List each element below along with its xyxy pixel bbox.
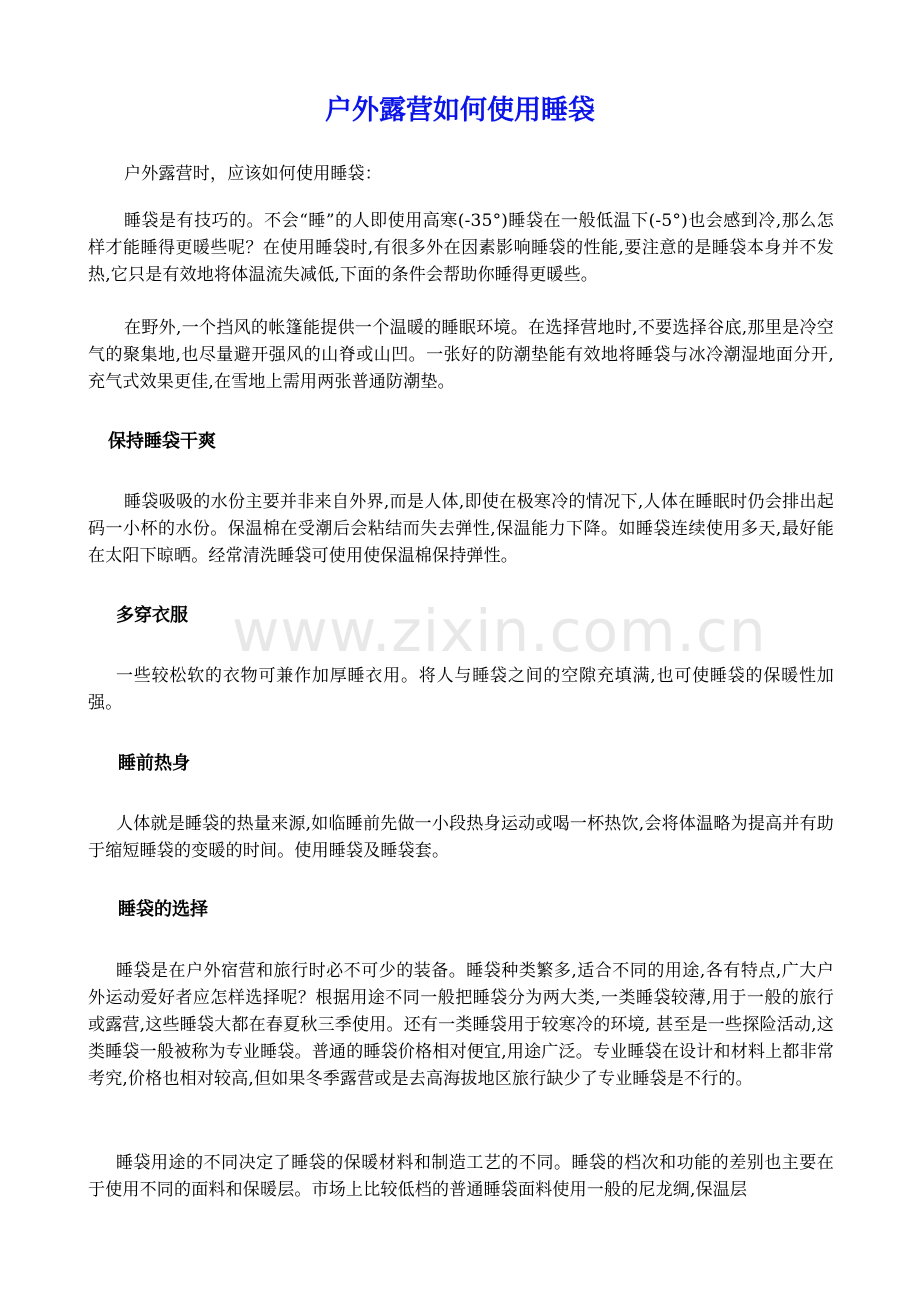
paragraph-wear-more: 一些较松软的衣物可兼作加厚睡衣用。将人与睡袋之间的空隙充填满,也可使睡袋的保暖性加强。 <box>88 666 834 713</box>
watermark: www.zixin.com.cn <box>232 597 767 665</box>
paragraph-sleeping-bag-skill: 睡袋是有技巧的。不会“睡”的人即使用高寒(-35°)睡袋在一般低温下(-5°)也会感到冷,那么怎样才能睡得更暖些呢？在使用睡袋时,有很多外在因素影响睡袋的性能,要注意的是睡袋本身并不发热,它只是有效地将体温流失减低,下面的条件会帮助你睡得更暖些。 <box>88 211 834 285</box>
paragraph-materials: 睡袋用途的不同决定了睡袋的保暖材料和制造工艺的不同。睡袋的档次和功能的差别也主要在于使用不同的面料和保暖层。市场上比较低档的普通睡袋面料使用一般的尼龙绸,保温层 <box>88 1153 834 1200</box>
paragraph-choice: 睡袋是在户外宿营和旅行时必不可少的装备。睡袋种类繁多,适合不同的用途,各有特点,广大户外运动爱好者应怎样选择呢？根据用途不同一般把睡袋分为两大类,一类睡袋较薄,用于一般的旅行或露营,这些睡袋大都在春夏秋三季使用。还有一类睡袋用于较寒冷的环境, 甚至是一些探险活动,这类睡袋一般被称为专业睡袋。普通的睡袋价格相对便宜,用途广泛。专业睡袋在设计和材料上都非常考究,价格也相对较高,但如果冬季露营或是去高海拔地区旅行缺少了专业睡袋是不行的。 <box>88 961 834 1089</box>
heading-choice: 睡袋的选择 <box>118 899 208 920</box>
heading-keep-dry: 保持睡袋干爽 <box>108 431 216 452</box>
paragraph-warm-up: 人体就是睡袋的热量来源,如临睡前先做一小段热身运动或喝一杯热饮,会将体温略为提高并有助于缩短睡袋的变暖的时间。使用睡袋及睡袋套。 <box>88 814 834 861</box>
heading-warm-up: 睡前热身 <box>118 753 190 774</box>
paragraph-keep-dry: 睡袋吸吸的水份主要并非来自外界,而是人体,即使在极寒冷的情况下,人体在睡眠时仍会排出起码一小杯的水份。保温棉在受潮后会粘结而失去弹性,保温能力下降。如睡袋连续使用多天,最好能在太阳下晾晒。经常清洗睡袋可使用使保温棉保持弹性。 <box>88 492 834 566</box>
intro-paragraph: 户外露营时，应该如何使用睡袋： <box>124 164 382 184</box>
heading-wear-more: 多穿衣服 <box>116 605 188 626</box>
document-title: 户外露营如何使用睡袋 <box>325 95 595 126</box>
paragraph-camp-site: 在野外,一个挡风的帐篷能提供一个温暖的睡眠环境。在选择营地时,不要选择谷底,那里是冷空气的聚集地,也尽量避开强风的山脊或山凹。一张好的防潮垫能有效地将睡袋与冰冷潮湿地面分开,充气式效果更佳,在雪地上需用两张普通防潮垫。 <box>88 318 834 392</box>
